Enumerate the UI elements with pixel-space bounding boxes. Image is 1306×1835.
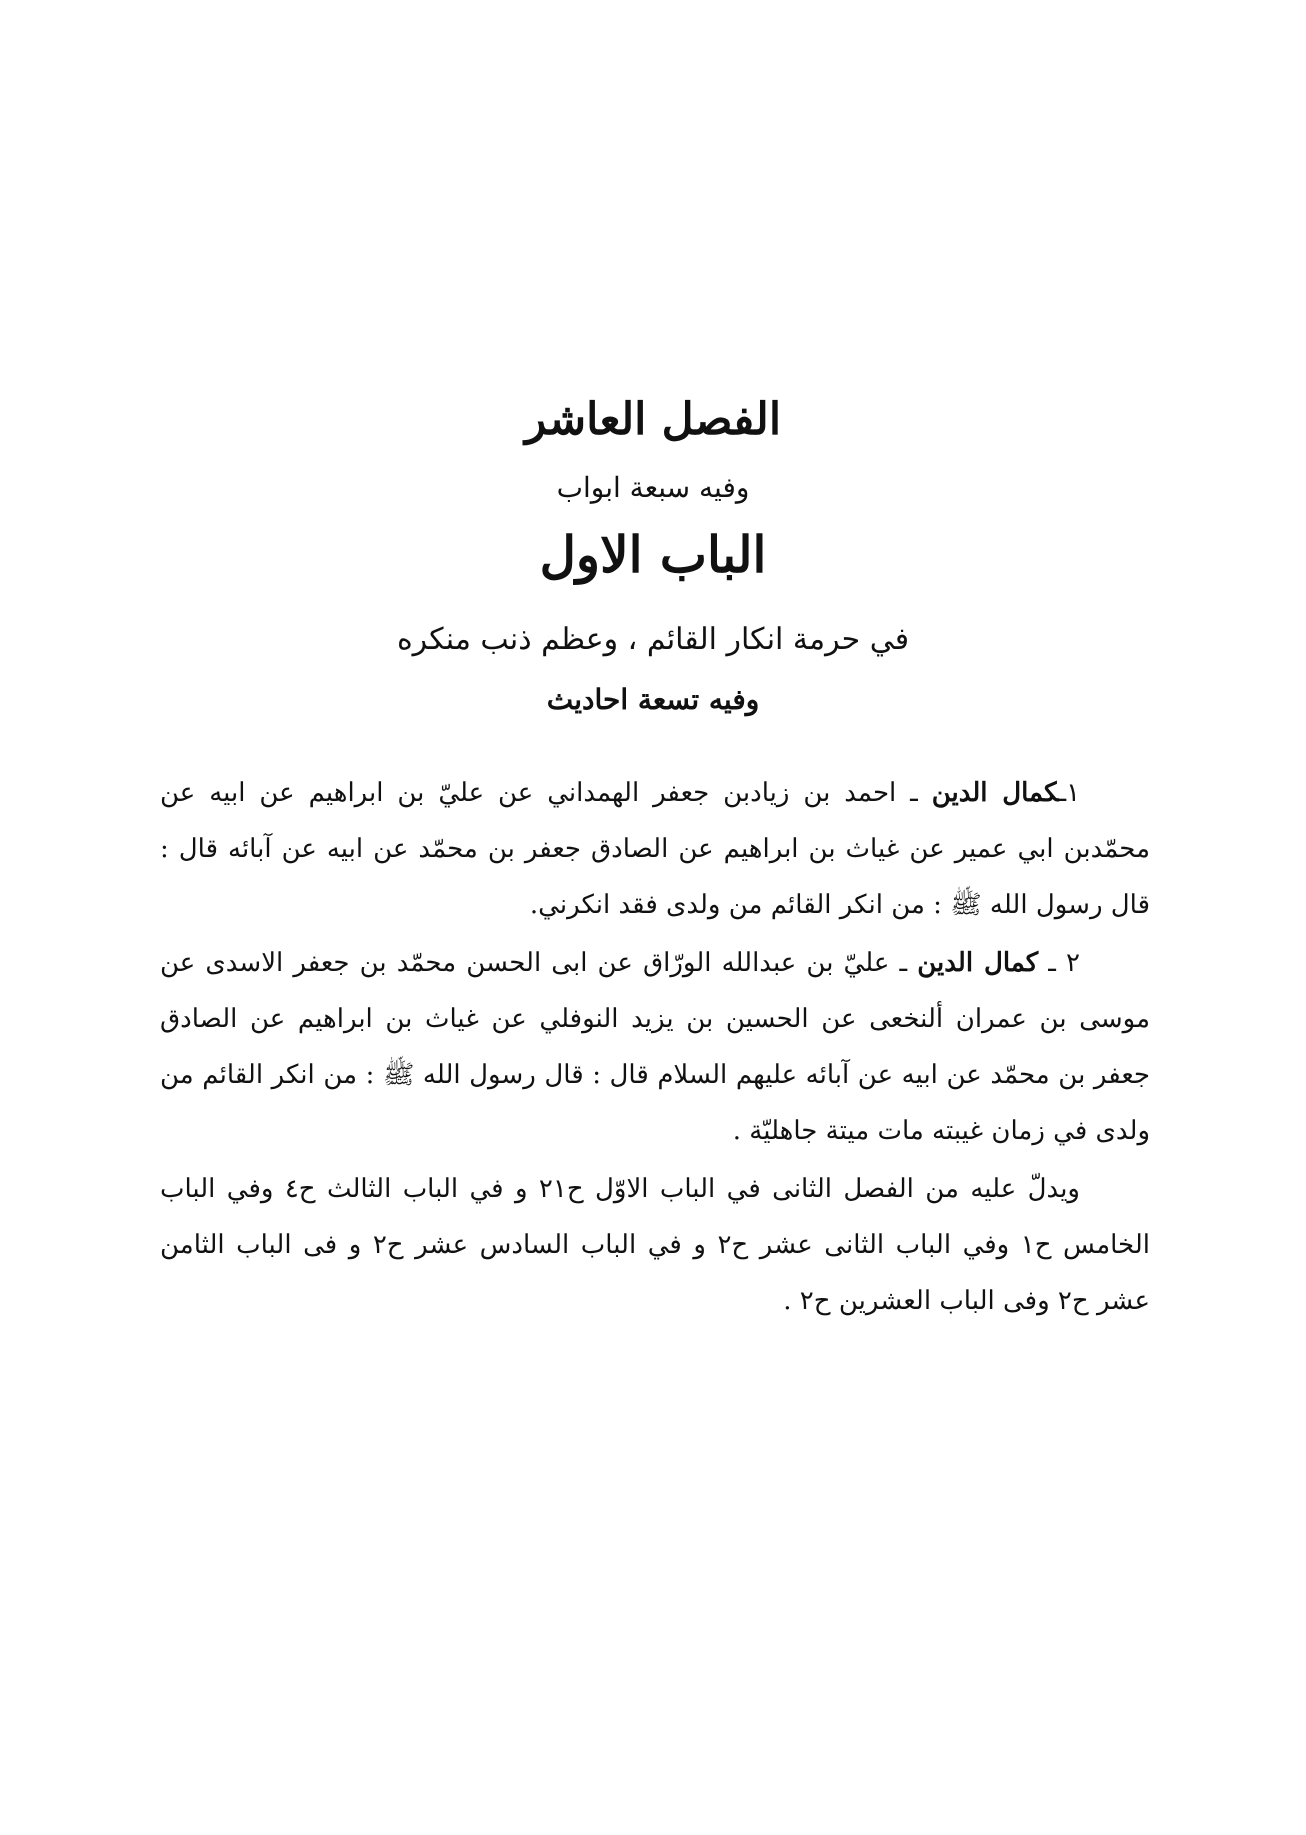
section-subtitle: في حرمة انكار القائم ، وعظم ذنب منكره [396, 622, 910, 657]
hadith-source: كمال الدين [931, 778, 1059, 808]
section-hadith-count: وفيه تسعة احاديث [546, 683, 760, 716]
body-text [160, 765, 1150, 1329]
cross-reference: ويدلّ عليه من الفصل الثانى في الباب الاوّل ح٢١ و في الباب الثالث ح٤ وفي الباب الخامس ح١ وفي الباب الثانى عشر ح٢ و في الباب السادس عشر ح٢ و فى الباب الثامن عشر ح٢ وفى الباب العشرين ح٢ . [160, 1174, 1150, 1316]
section-title: الباب الاول [539, 525, 767, 584]
hadith-source: كمال الدين [917, 948, 1039, 978]
hadith-text: ـ احمد بن زيادبن جعفر الهمداني عن عليّ بن ابراهيم عن ابيه عن محمّدبن ابي عمير عن غياث بن ابراهيم عن الصادق جعفر بن محمّد عن ابيه عن آبائه قال : قال رسول الله ﷺ : من انكر القائم من ولدى فقد انكرني. [160, 778, 1150, 920]
hadith-number: ١ـ [1058, 778, 1081, 808]
hadith-1 [160, 765, 1150, 933]
chapter-subtitle: وفيه سبعة ابواب [556, 471, 750, 504]
chapter-title: الفصل العاشر [524, 394, 782, 445]
hadith-text: ـ عليّ بن عبدالله الورّاق عن ابى الحسن محمّد بن جعفر الاسدى عن موسى بن عمران ألنخعى عن الحسين بن يزيد النوفلي عن غياث بن ابراهيم عن الصادق جعفر بن محمّد عن ابيه عن آبائه عليهم السلام قال : قال رسول الله ﷺ : من انكر القائم من ولدى في زمان غيبته مات ميتة جاهليّة . [160, 948, 1150, 1146]
hadith-number: ٢ ـ [1048, 948, 1080, 978]
headings [0, 388, 1306, 722]
hadith-2 [160, 935, 1150, 1159]
